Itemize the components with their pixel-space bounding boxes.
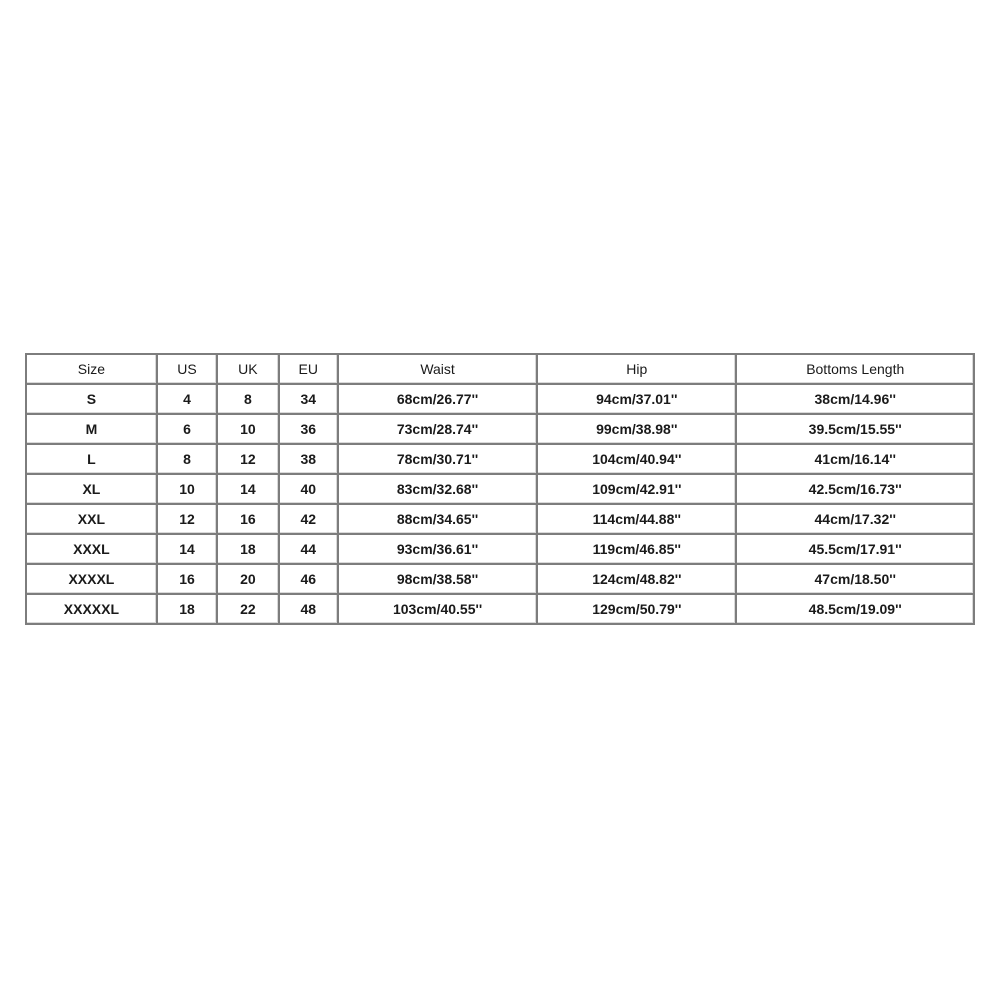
cell-bottoms-length: 48.5cm/19.09'' <box>737 595 975 625</box>
cell-eu: 46 <box>280 565 339 595</box>
cell-waist: 83cm/32.68'' <box>339 475 538 505</box>
header-eu: EU <box>280 355 339 385</box>
cell-uk: 8 <box>218 385 279 415</box>
cell-waist: 88cm/34.65'' <box>339 505 538 535</box>
cell-us: 8 <box>158 445 218 475</box>
cell-uk: 16 <box>218 505 279 535</box>
cell-bottoms-length: 47cm/18.50'' <box>737 565 975 595</box>
cell-waist: 93cm/36.61'' <box>339 535 538 565</box>
cell-us: 18 <box>158 595 218 625</box>
header-size: Size <box>27 355 158 385</box>
cell-bottoms-length: 44cm/17.32'' <box>737 505 975 535</box>
cell-hip: 99cm/38.98'' <box>538 415 737 445</box>
cell-waist: 68cm/26.77'' <box>339 385 538 415</box>
cell-uk: 10 <box>218 415 279 445</box>
cell-waist: 78cm/30.71'' <box>339 445 538 475</box>
cell-size: XXL <box>27 505 158 535</box>
size-chart-table <box>25 353 975 625</box>
cell-hip: 114cm/44.88'' <box>538 505 737 535</box>
cell-size: M <box>27 415 158 445</box>
cell-us: 4 <box>158 385 218 415</box>
cell-bottoms-length: 41cm/16.14'' <box>737 445 975 475</box>
cell-eu: 40 <box>280 475 339 505</box>
cell-hip: 129cm/50.79'' <box>538 595 737 625</box>
cell-uk: 14 <box>218 475 279 505</box>
cell-waist: 103cm/40.55'' <box>339 595 538 625</box>
cell-uk: 12 <box>218 445 279 475</box>
cell-size: XL <box>27 475 158 505</box>
table-row <box>27 385 975 415</box>
header-bottoms-length: Bottoms Length <box>737 355 975 385</box>
cell-uk: 20 <box>218 565 279 595</box>
cell-us: 10 <box>158 475 218 505</box>
cell-us: 12 <box>158 505 218 535</box>
cell-eu: 44 <box>280 535 339 565</box>
cell-hip: 104cm/40.94'' <box>538 445 737 475</box>
cell-hip: 124cm/48.82'' <box>538 565 737 595</box>
table-row <box>27 505 975 535</box>
table-row <box>27 565 975 595</box>
cell-size: XXXXL <box>27 565 158 595</box>
cell-eu: 36 <box>280 415 339 445</box>
cell-bottoms-length: 39.5cm/15.55'' <box>737 415 975 445</box>
table-row <box>27 475 975 505</box>
cell-eu: 38 <box>280 445 339 475</box>
cell-eu: 48 <box>280 595 339 625</box>
cell-us: 16 <box>158 565 218 595</box>
cell-size: XXXL <box>27 535 158 565</box>
header-uk: UK <box>218 355 279 385</box>
cell-bottoms-length: 42.5cm/16.73'' <box>737 475 975 505</box>
cell-size: XXXXXL <box>27 595 158 625</box>
table-row <box>27 595 975 625</box>
cell-hip: 94cm/37.01'' <box>538 385 737 415</box>
cell-bottoms-length: 38cm/14.96'' <box>737 385 975 415</box>
cell-waist: 73cm/28.74'' <box>339 415 538 445</box>
header-us: US <box>158 355 218 385</box>
cell-us: 6 <box>158 415 218 445</box>
cell-waist: 98cm/38.58'' <box>339 565 538 595</box>
cell-size: S <box>27 385 158 415</box>
cell-size: L <box>27 445 158 475</box>
cell-eu: 42 <box>280 505 339 535</box>
header-waist: Waist <box>339 355 538 385</box>
table-row <box>27 415 975 445</box>
table-row <box>27 535 975 565</box>
cell-eu: 34 <box>280 385 339 415</box>
cell-uk: 22 <box>218 595 279 625</box>
cell-us: 14 <box>158 535 218 565</box>
table-header-row <box>27 355 975 385</box>
header-hip: Hip <box>538 355 737 385</box>
cell-uk: 18 <box>218 535 279 565</box>
cell-hip: 109cm/42.91'' <box>538 475 737 505</box>
table-row <box>27 445 975 475</box>
cell-bottoms-length: 45.5cm/17.91'' <box>737 535 975 565</box>
cell-hip: 119cm/46.85'' <box>538 535 737 565</box>
